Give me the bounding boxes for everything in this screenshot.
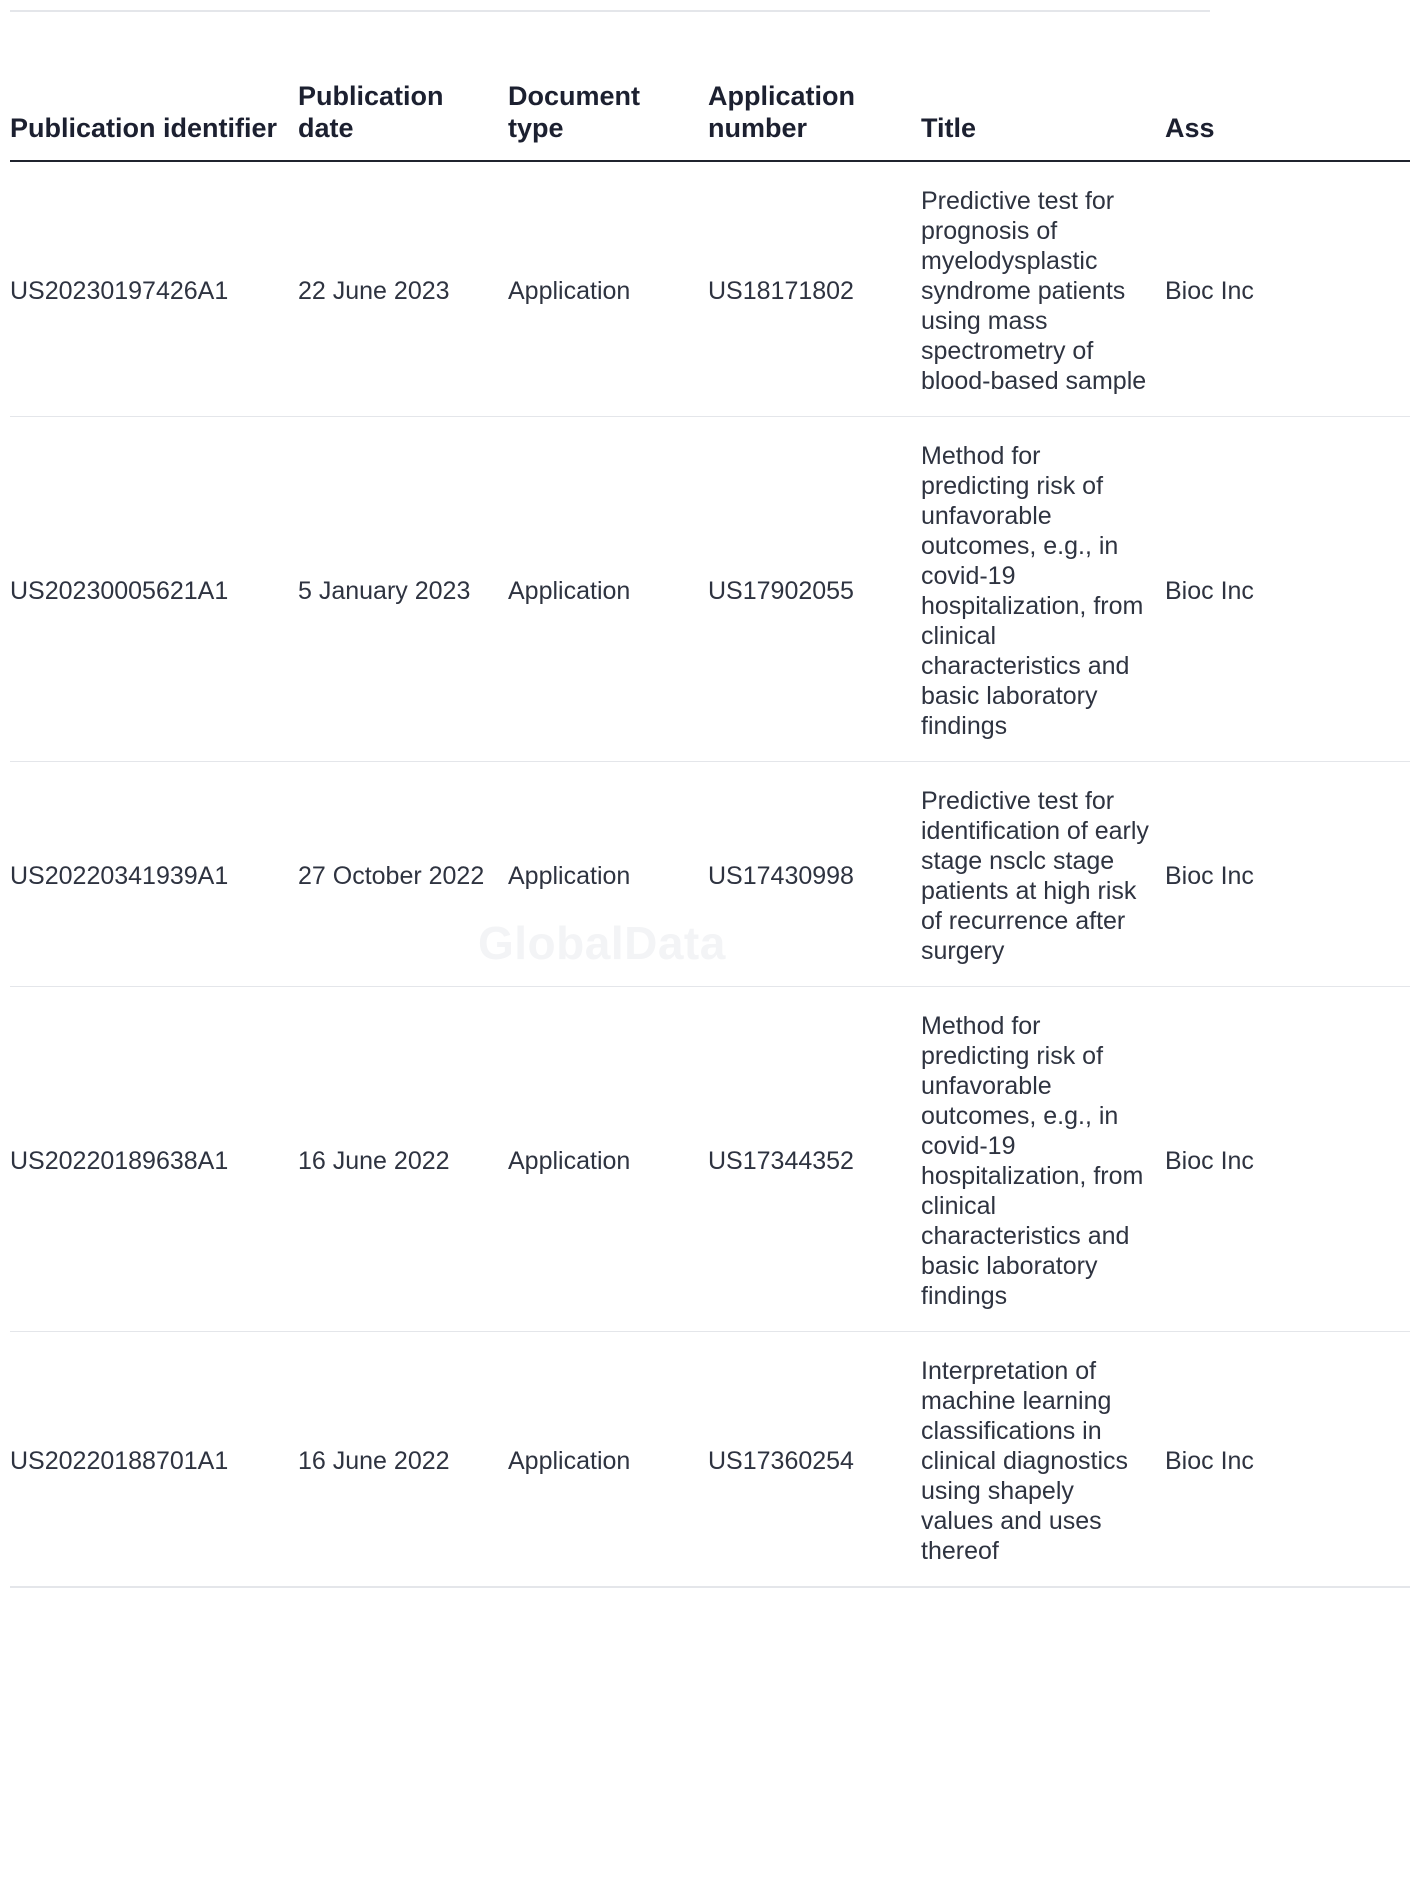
table-row <box>10 161 1410 417</box>
cell-publication-date: 5 January 2023 <box>298 417 508 762</box>
cell-assignee: Bioc Inc <box>1165 161 1410 417</box>
header-document-type: Document type <box>508 70 708 161</box>
table-header-row <box>10 70 1410 161</box>
cell-publication-date: 16 June 2022 <box>298 987 508 1332</box>
cell-publication-date: 27 October 2022 <box>298 762 508 987</box>
cell-publication-identifier: US20230005621A1 <box>10 417 298 762</box>
table-row <box>10 417 1410 762</box>
cell-title: Method for predicting risk of unfavorable outcomes, e.g., in covid-19 hospitalization, from clinical characteristics and basic laboratory findings <box>921 417 1165 762</box>
cell-publication-identifier: US20220188701A1 <box>10 1332 298 1588</box>
cell-title: Method for predicting risk of unfavorable outcomes, e.g., in covid-19 hospitalization, from clinical characteristics and basic laboratory findings <box>921 987 1165 1332</box>
header-application-number: Application number <box>708 70 921 161</box>
cell-assignee: Bioc Inc <box>1165 762 1410 987</box>
table-row <box>10 762 1410 987</box>
header-publication-identifier: Publication identifier <box>10 70 298 161</box>
cell-application-number: US17902055 <box>708 417 921 762</box>
patent-table-container[interactable] <box>10 0 1254 1884</box>
cell-application-number: US17430998 <box>708 762 921 987</box>
header-title: Title <box>921 70 1165 161</box>
cell-assignee: Bioc Inc <box>1165 417 1410 762</box>
cell-title: Predictive test for prognosis of myelodysplastic syndrome patients using mass spectrometry of blood-based sample <box>921 161 1165 417</box>
cell-title: Predictive test for identification of early stage nsclc stage patients at high risk of recurrence after surgery <box>921 762 1165 987</box>
cell-publication-identifier: US20230197426A1 <box>10 161 298 417</box>
cell-publication-date: 22 June 2023 <box>298 161 508 417</box>
cell-publication-date: 16 June 2022 <box>298 1332 508 1588</box>
cell-application-number: US17360254 <box>708 1332 921 1588</box>
cell-publication-identifier: US20220341939A1 <box>10 762 298 987</box>
cell-document-type: Application <box>508 161 708 417</box>
header-assignee: Ass <box>1165 70 1410 161</box>
cell-assignee: Bioc Inc <box>1165 987 1410 1332</box>
cell-application-number: US18171802 <box>708 161 921 417</box>
table-row <box>10 1332 1410 1588</box>
cell-document-type: Application <box>508 762 708 987</box>
watermark: GlobalData <box>478 917 726 969</box>
cell-assignee: Bioc Inc <box>1165 1332 1410 1588</box>
cell-title: Interpretation of machine learning classifications in clinical diagnostics using shapely values and uses thereof <box>921 1332 1165 1588</box>
cell-document-type: Application <box>508 987 708 1332</box>
cell-publication-identifier: US20220189638A1 <box>10 987 298 1332</box>
table-row <box>10 987 1410 1332</box>
header-publication-date: Publication date <box>298 70 508 161</box>
cell-document-type: Application <box>508 417 708 762</box>
patent-publications-table <box>10 70 1410 1588</box>
cell-document-type: Application <box>508 1332 708 1588</box>
cell-application-number: US17344352 <box>708 987 921 1332</box>
